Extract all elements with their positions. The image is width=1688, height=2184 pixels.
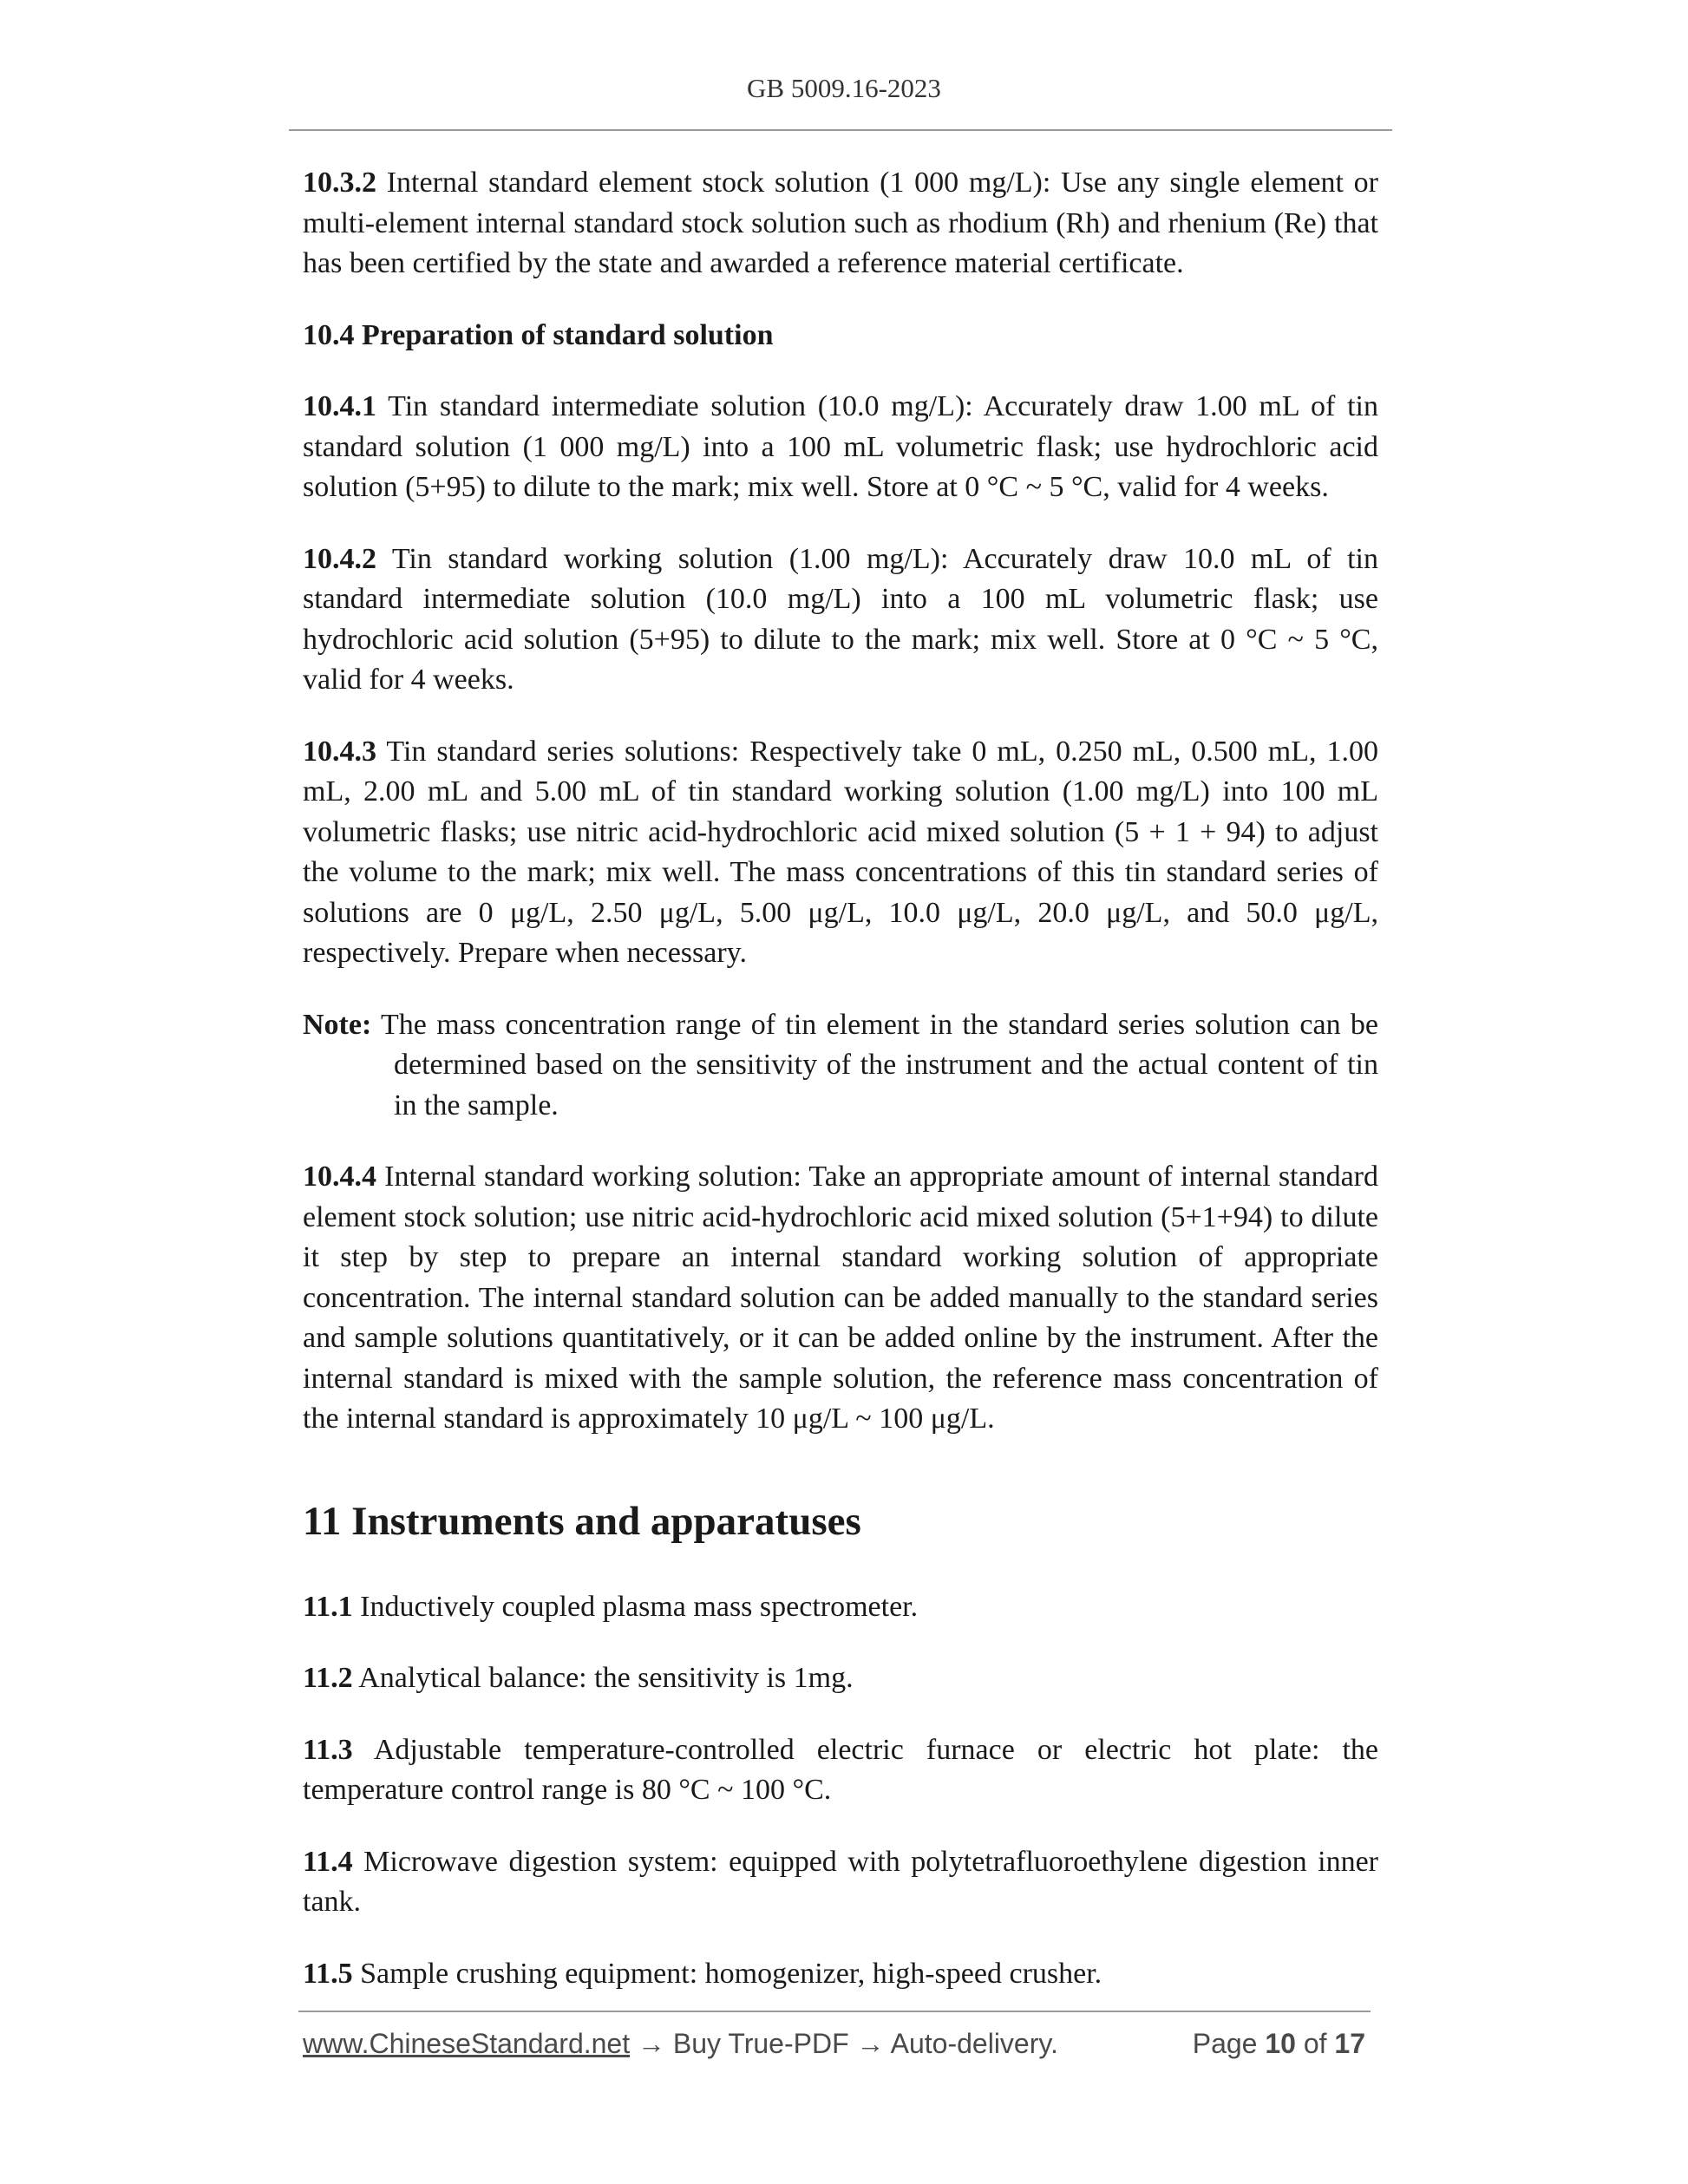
- clause-10-4-3: [303, 732, 1378, 974]
- clause-10-4-2: [303, 539, 1378, 701]
- section-title-11: 11 Instruments and apparatuses: [303, 1498, 861, 1544]
- clause-number: 10.4.1: [303, 390, 376, 422]
- clause-number: 11.1: [303, 1590, 353, 1623]
- clause-text: Analytical balance: the sensitivity is 1mg.: [352, 1662, 854, 1694]
- page-label: Page: [1192, 2028, 1266, 2059]
- clause-number: 10.4.2: [303, 542, 376, 575]
- clause-number: 11.5: [303, 1957, 353, 1990]
- subheading-10-4: 10.4 Preparation of standard solution: [303, 318, 774, 351]
- footer-promo: [303, 2028, 1058, 2060]
- buy-text: Buy True-PDF: [665, 2028, 857, 2059]
- page-current: 10: [1265, 2028, 1296, 2059]
- clause-number: 11.2: [303, 1662, 353, 1694]
- website-link[interactable]: www.ChineseStandard.net: [303, 2028, 631, 2059]
- clause-10-3-2: [303, 163, 1378, 284]
- header-divider: [289, 129, 1392, 131]
- clause-number: 11.3: [303, 1733, 353, 1766]
- clause-text: Adjustable temperature-controlled electric furnace or electric hot plate: the temperature control range is 80 °C ~ 100 °C.: [303, 1733, 1378, 1806]
- clause-number: 10.4.3: [303, 735, 376, 768]
- clause-11-3: [303, 1730, 1378, 1811]
- clause-text: Internal standard element stock solution (1 000 mg/L): Use any single element or multi-element internal standard stock solution such as rhodium (Rh) and rhenium (Re) that has been certified by the state and awarded a reference material certificate.: [303, 167, 1378, 279]
- clause-11-4: [303, 1842, 1378, 1923]
- clause-text: Sample crushing equipment: homogenizer, high-speed crusher.: [352, 1957, 1102, 1990]
- clause-text: Tin standard working solution (1.00 mg/L): Accurately draw 10.0 mL of tin standard intermediate solution (10.0 mg/L) into a 100 mL volumetric flask; use hydrochloric acid solution (5+95) to dilute to the mark; mix well. Store at 0 °C ~ 5 °C, valid for 4 weeks.: [303, 542, 1378, 696]
- page-total: 17: [1334, 2028, 1365, 2059]
- clause-text: Tin standard series solutions: Respectively take 0 mL, 0.250 mL, 0.500 mL, 1.00 mL, 2.00 mL and 5.00 mL of tin standard working solution (1.00 mg/L) into 100 mL volumetric flasks; use nitric acid-hydrochloric acid mixed solution (5 + 1 + 94) to adjust the volume to the mark; mix well. The mass concentrations of this tin standard series of solutions are 0 μg/L, 2.50 μg/L, 5.00 μg/L, 10.0 μg/L, 20.0 μg/L, and 50.0 μg/L, respectively. Prepare when necessary.: [303, 735, 1378, 969]
- footer-divider: [298, 2011, 1371, 2012]
- arrow-right-icon: →: [638, 2028, 665, 2059]
- note-text: The mass concentration range of tin element in the standard series solution can be determined based on the sensitivity of the instrument and the actual content of tin in the sample.: [371, 1008, 1378, 1121]
- clause-text: Microwave digestion system: equipped with polytetrafluoroethylene digestion inner tank.: [303, 1845, 1378, 1918]
- clause-number: 10.3.2: [303, 167, 376, 199]
- page-body: [303, 163, 1378, 2025]
- clause-10-4-1: [303, 387, 1378, 508]
- arrow-right-icon: →: [856, 2028, 885, 2059]
- clause-number: 10.4.4: [303, 1161, 376, 1193]
- clause-text: Tin standard intermediate solution (10.0 mg/L): Accurately draw 1.00 mL of tin standard solution (1 000 mg/L) into a 100 mL volumetric flask; use hydrochloric acid solution (5+95) to dilute to the mark; mix well. Store at 0 °C ~ 5 °C, valid for 4 weeks.: [303, 390, 1378, 503]
- clause-text: Inductively coupled plasma mass spectrometer.: [352, 1590, 919, 1623]
- clause-number: 11.4: [303, 1845, 353, 1878]
- clause-11-5: [303, 1954, 1378, 1995]
- clause-11-2: [303, 1658, 1378, 1699]
- delivery-text: Auto-delivery.: [884, 2028, 1058, 2059]
- clause-11-1: [303, 1587, 1378, 1628]
- page-of: of: [1295, 2028, 1335, 2059]
- note-block: [303, 1005, 1378, 1127]
- page-indicator: [1193, 2028, 1365, 2060]
- clause-text: Internal standard working solution: Take an appropriate amount of internal standard element stock solution; use nitric acid-hydrochloric acid mixed solution (5+1+94) to dilute it step by step to prepare an internal standard working solution of appropriate concentration. The internal standard solution can be added manually to the standard series and sample solutions quantitatively, or it can be added online by the instrument. After the internal standard is mixed with the sample solution, the reference mass concentration of the internal standard is approximately 10 μg/L ~ 100 μg/L.: [303, 1161, 1378, 1435]
- document-code-header: GB 5009.16-2023: [747, 73, 941, 103]
- clause-10-4-4: [303, 1157, 1378, 1440]
- note-label: Note:: [303, 1008, 372, 1041]
